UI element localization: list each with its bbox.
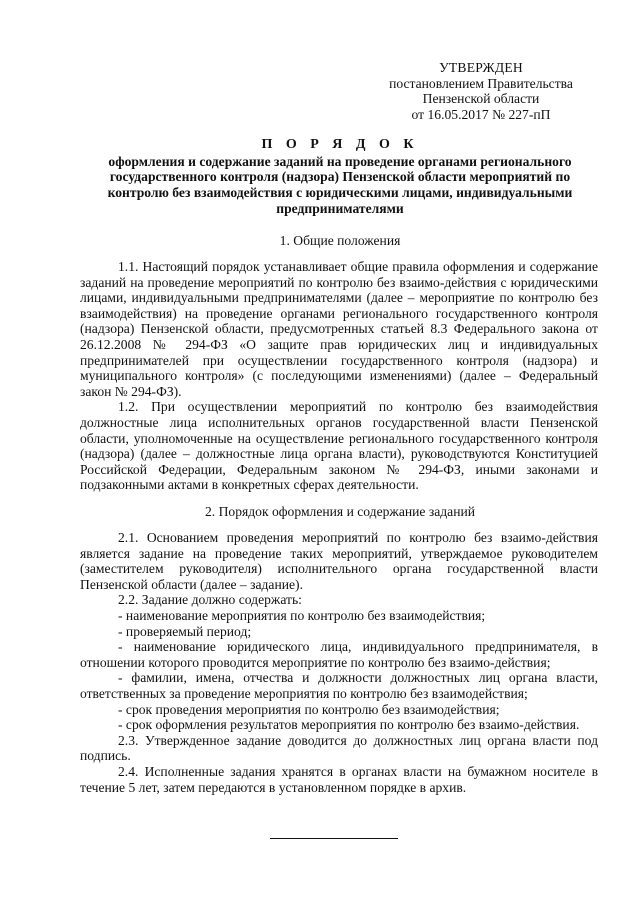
approval-stamp bbox=[372, 60, 590, 122]
document-title bbox=[80, 137, 600, 217]
approval-region: Пензенской области bbox=[422, 91, 540, 107]
section-1-body bbox=[80, 259, 598, 493]
end-rule bbox=[270, 838, 398, 839]
list-item: - срок проведения мероприятия по контролю без взаимодействия; bbox=[118, 701, 500, 717]
paragraph-2-4: 2.4. Исполненные задания хранятся в органах власти на бумажном носителе в течение 5 лет, затем передаются в установленном порядке в архив. bbox=[80, 763, 598, 795]
section-1-heading: 1. Общие положения bbox=[279, 233, 401, 248]
paragraph-1-2: 1.2. При осуществлении мероприятий по контролю без взаимодействия должностные лица исполнительных органов государственной власти Пензенской области, уполномоченные на осуществление регионального государственного контроля (надзора) (далее – должностные лица органа власти), руководствуются Конституцией Российской Федерации, Федеральным законом № 294-ФЗ, иными законами и подзаконными актами в конкретных сферах деятельности. bbox=[80, 399, 598, 493]
list-item: - наименование юридического лица, индивидуального предпринимателя, в отношении которого проводится мероприятие по контролю без взаимо-действия; bbox=[80, 639, 598, 670]
section-2-heading: 2. Порядок оформления и содержание заданий bbox=[204, 504, 476, 519]
approval-decree: постановлением Правительства bbox=[389, 75, 573, 91]
paragraph-2-2: 2.2. Задание должно содержать: bbox=[118, 592, 302, 608]
paragraph-1-1: 1.1. Настоящий порядок устанавливает общие правила оформления и содержание заданий на проведение мероприятий по контролю без взаимо-действия с юридическими лицами, индивидуальными предпринимателями (далее – мероприятие по контролю без взаимодействия) на проведение органами регионального государственного контроля (надзора) Пензенской области, предусмотренных статьей 8.3 Федерального закона от 26.12.2008 № 294-ФЗ «О защите прав юридических лиц и индивидуальных предпринимателей при осуществлении государственного контроля (надзора) и муниципального контроля» (с последующими изменениями) (далее – Федеральный закон № 294-ФЗ). bbox=[80, 259, 598, 399]
list-item: - проверяемый период; bbox=[118, 623, 252, 639]
approval-date-number: от 16.05.2017 № 227-пП bbox=[411, 106, 551, 122]
list-item: - фамилии, имена, отчества и должности должностных лиц органа власти, ответственных за проведение мероприятия по контролю без взаимодействия; bbox=[80, 670, 598, 701]
paragraph-2-1: 2.1. Основанием проведения мероприятий по контролю без взаимо-действия является задание на проведение таких мероприятий, утверждаемое руководителем (заместителем руководителя) исполнительного органа государственной власти Пензенской области (далее – задание). bbox=[80, 530, 598, 592]
title-main: П О Р Я Д О К bbox=[261, 137, 419, 152]
title-subtitle: оформления и содержание заданий на проведение органами регионального государственного контроля (надзора) Пензенской области мероприятий по контролю без взаимодействия с юридическими лицами, индивидуальными предпринимателями bbox=[107, 153, 573, 216]
approval-heading: УТВЕРЖДЕН bbox=[439, 60, 523, 75]
list-item: - наименование мероприятия по контролю без взаимодействия; bbox=[118, 607, 486, 623]
section-2-body bbox=[80, 530, 598, 795]
list-item: - срок оформления результатов мероприятия по контролю без взаимо-действия. bbox=[118, 717, 580, 733]
paragraph-2-3: 2.3. Утвержденное задание доводится до должностных лиц органа власти под подпись. bbox=[80, 732, 598, 764]
